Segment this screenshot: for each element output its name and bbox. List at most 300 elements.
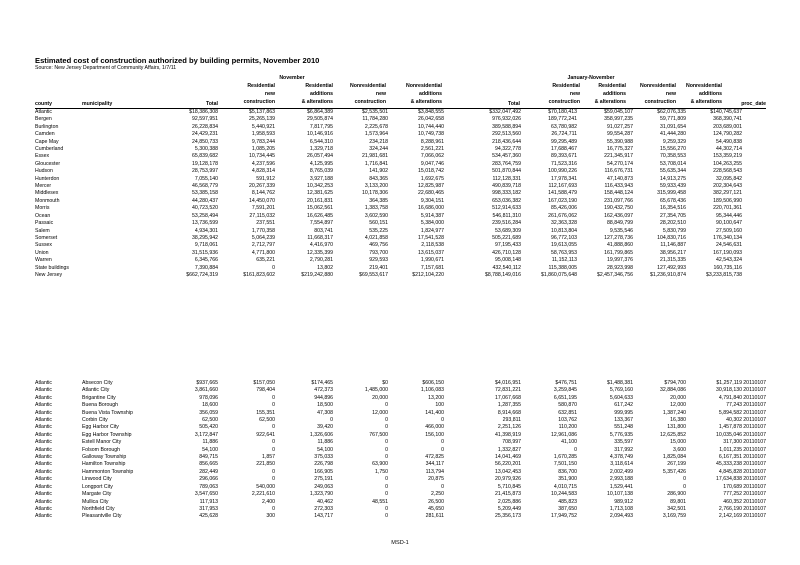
county-row <box>35 183 766 190</box>
value-cell: 466,000 <box>425 424 444 431</box>
county-row <box>35 235 766 242</box>
municipality-row <box>35 491 766 498</box>
proc-date-cell: 20110107 <box>743 387 766 394</box>
municipality-table <box>35 380 766 521</box>
value-cell: 0 <box>385 505 388 512</box>
value-cell: 1,990,671 <box>420 257 444 264</box>
value-cell: 104,830,716 <box>657 234 686 241</box>
value-cell: 2,025,886 <box>497 498 521 505</box>
value-cell: 292,513,560 <box>492 131 521 138</box>
value-cell: 3,927,188 <box>309 175 333 182</box>
value-cell: 47,140,873 <box>607 175 633 182</box>
proc-date-cell: 20110107 <box>743 461 766 468</box>
value-cell: 272,303 <box>314 505 333 512</box>
value-cell: 836,700 <box>558 468 577 475</box>
county-cell: Atlantic <box>35 431 53 438</box>
county-name-cell: Camden <box>35 131 55 138</box>
value-cell: 15,000 <box>670 439 686 446</box>
value-cell: 1,287,355 <box>497 402 521 409</box>
value-cell: 99,554,287 <box>607 131 633 138</box>
value-cell: 501,870,844 <box>492 168 521 175</box>
value-cell: 176,340,134 <box>713 234 742 241</box>
value-cell: 13,736,599 <box>192 220 218 227</box>
value-cell: 0 <box>385 417 388 424</box>
value-cell: 41,398,919 <box>495 431 521 438</box>
value-cell: 44,302,714 <box>716 146 742 153</box>
value-cell: 2,118,538 <box>421 242 444 249</box>
municipality-name-cell: Hamilton Township <box>82 461 126 468</box>
value-cell: 591,912 <box>256 175 275 182</box>
value-cell: 54,270,174 <box>607 160 633 167</box>
county-row <box>35 265 766 272</box>
value-cell: 5,710,845 <box>497 483 521 490</box>
value-cell: 9,047,746 <box>420 160 444 167</box>
value-cell: 0 <box>272 468 275 475</box>
value-cell: 0 <box>272 439 275 446</box>
header-jan-res-new: Residential new construction <box>548 83 580 106</box>
value-cell: 0 <box>385 402 388 409</box>
proc-date-cell: 20110107 <box>743 505 766 512</box>
header-proc-date: proc_date <box>741 101 766 107</box>
value-cell: $1,860,075,648 <box>540 271 577 278</box>
value-cell: 249,063 <box>314 483 333 490</box>
value-cell: 237,551 <box>256 220 275 227</box>
value-cell: $157,050 <box>253 380 275 386</box>
value-cell: 300 <box>266 513 275 520</box>
value-cell: 8,914,668 <box>497 409 521 416</box>
value-cell: 44,280,437 <box>192 197 218 204</box>
value-cell: 1,332,827 <box>497 446 521 453</box>
value-cell: 41,100 <box>561 439 577 446</box>
empty-cell <box>742 235 766 242</box>
empty-cell <box>742 109 766 116</box>
value-cell: 1,857 <box>262 454 275 461</box>
value-cell: 1,713,108 <box>609 505 633 512</box>
municipality-row <box>35 395 766 402</box>
value-cell: 25,356,173 <box>495 513 521 520</box>
value-cell: 221,850 <box>256 461 275 468</box>
value-cell: 32,884,086 <box>660 387 686 394</box>
value-cell: 167,190,093 <box>713 249 742 256</box>
value-cell: 17,978,341 <box>551 175 577 182</box>
value-cell: 789,063 <box>199 483 218 490</box>
county-name-cell: State buildings <box>35 264 70 271</box>
value-cell: 17,949,752 <box>551 513 577 520</box>
proc-date-cell: 20110107 <box>743 513 766 520</box>
value-cell: 6,544,310 <box>309 138 333 145</box>
municipality-row <box>35 461 766 468</box>
header-county: county <box>35 101 53 107</box>
proc-date-cell: 20110107 <box>743 431 766 438</box>
value-cell: 0 <box>574 446 577 453</box>
value-cell: 8,765,039 <box>309 168 333 175</box>
county-name-cell: Monmouth <box>35 197 60 204</box>
value-cell: 25,265,139 <box>249 116 275 123</box>
value-cell: 0 <box>385 483 388 490</box>
value-cell: 16,686,000 <box>418 205 444 212</box>
value-cell: 324,244 <box>369 146 388 153</box>
municipality-name-cell: Egg Harbor Township <box>82 431 132 438</box>
proc-date-cell: 20110107 <box>743 468 766 475</box>
value-cell: 41,444,280 <box>660 131 686 138</box>
value-cell: 0 <box>683 483 686 490</box>
value-cell: 27,115,032 <box>249 212 275 219</box>
county-row <box>35 213 766 220</box>
value-cell: 6,345,766 <box>194 257 218 264</box>
value-cell: 653,036,382 <box>492 197 521 204</box>
value-cell: 158,448,124 <box>604 190 633 197</box>
value-cell: 5,357,426 <box>662 468 686 475</box>
value-cell: 1,011,235 <box>719 446 742 453</box>
value-cell: 31,515,936 <box>192 249 218 256</box>
value-cell: 189,772,241 <box>548 116 577 123</box>
value-cell: 6,651,195 <box>553 394 577 401</box>
value-cell: $3,233,815,738 <box>705 271 742 278</box>
value-cell: 1,106,083 <box>420 387 444 394</box>
value-cell: 708,997 <box>502 439 521 446</box>
municipality-name-cell: Hammonton Township <box>82 468 134 475</box>
proc-date-cell: 20110107 <box>743 409 766 416</box>
county-row <box>35 124 766 131</box>
header-jan-total: Total <box>507 101 520 107</box>
value-cell: 7,066,062 <box>420 153 444 160</box>
value-cell: 335,597 <box>614 439 633 446</box>
empty-cell <box>742 213 766 220</box>
proc-date-cell: 20110107 <box>743 498 766 505</box>
value-cell: 156,100 <box>425 431 444 438</box>
value-cell: 2,400 <box>262 498 275 505</box>
county-name-cell: Cumberland <box>35 146 64 153</box>
value-cell: 58,763,953 <box>551 249 577 256</box>
value-cell: 8,288,961 <box>420 138 444 145</box>
value-cell: 281,611 <box>425 513 444 520</box>
value-cell: 62,500 <box>202 417 218 424</box>
value-cell: 7,390,884 <box>194 264 218 271</box>
value-cell: 617,242 <box>614 402 633 409</box>
value-cell: 20,161,831 <box>307 197 333 204</box>
value-cell: 635,221 <box>256 257 275 264</box>
value-cell: $1,257,119 <box>716 380 742 386</box>
header-nov-res-add: Residential additions & alterations <box>301 83 333 106</box>
county-name-cell: Bergen <box>35 116 52 123</box>
value-cell: 170,689 <box>723 483 742 490</box>
county-name-cell: Cape May <box>35 138 59 145</box>
county-row <box>35 205 766 212</box>
value-cell: 2,250 <box>431 491 444 498</box>
value-cell: 166,905 <box>314 468 333 475</box>
value-cell: 153,359,219 <box>713 153 742 160</box>
value-cell: 11,152,113 <box>551 257 577 264</box>
value-cell: $62,076,335 <box>657 109 686 115</box>
municipality-name-cell: Folsom Borough <box>82 446 121 453</box>
value-cell: 1,383,758 <box>364 205 388 212</box>
value-cell: 2,993,188 <box>609 476 633 483</box>
county-row <box>35 161 766 168</box>
value-cell: 167,023,190 <box>548 197 577 204</box>
empty-cell <box>742 153 766 160</box>
value-cell: 56,220,201 <box>495 461 521 468</box>
value-cell: 283,764,759 <box>492 160 521 167</box>
value-cell: 460,352 <box>723 498 742 505</box>
value-cell: 11,886 <box>202 439 218 446</box>
value-cell: 976,932,026 <box>492 116 521 123</box>
county-row <box>35 198 766 205</box>
value-cell: 944,896 <box>314 394 333 401</box>
proc-date-cell: 20110107 <box>743 380 766 386</box>
county-cell: Atlantic <box>35 491 53 498</box>
municipality-row <box>35 432 766 439</box>
value-cell: 551,248 <box>614 424 633 431</box>
value-cell: 90,100,647 <box>716 220 742 227</box>
municipality-row <box>35 439 766 446</box>
value-cell: 3,172,847 <box>194 431 218 438</box>
value-cell: 141,588,479 <box>548 190 577 197</box>
value-cell: 226,798 <box>314 461 333 468</box>
value-cell: $18,386,308 <box>189 109 218 115</box>
county-row <box>35 116 766 123</box>
value-cell: 0 <box>385 513 388 520</box>
value-cell: 4,416,970 <box>309 242 333 249</box>
value-cell: 469,756 <box>369 242 388 249</box>
value-cell: $70,180,413 <box>548 109 577 115</box>
value-cell: 382,297,121 <box>713 190 742 197</box>
value-cell: 203,689,001 <box>713 123 742 130</box>
county-name-cell: Essex <box>35 153 50 160</box>
value-cell: 41,888,860 <box>607 242 633 249</box>
value-cell: 2,251,126 <box>497 424 521 431</box>
municipality-name-cell: Buena Vista Township <box>82 409 133 416</box>
value-cell: 17,688,467 <box>551 146 577 153</box>
header-nov-total: Total <box>205 101 218 107</box>
value-cell: 2,221,610 <box>251 491 275 498</box>
municipality-name-cell: Atlantic City <box>82 387 110 394</box>
empty-cell <box>742 139 766 146</box>
value-cell: 10,146,916 <box>307 131 333 138</box>
value-cell: 317,992 <box>614 446 633 453</box>
value-cell: 1,085,205 <box>251 146 275 153</box>
value-cell: 63,780,982 <box>551 123 577 130</box>
county-cell: Atlantic <box>35 468 53 475</box>
value-cell: 10,749,738 <box>418 131 444 138</box>
value-cell: 5,209,449 <box>497 505 521 512</box>
value-cell: 40,302 <box>726 417 742 424</box>
value-cell: 0 <box>272 446 275 453</box>
value-cell: 20,000 <box>670 394 686 401</box>
municipality-name-cell: Longport City <box>82 483 113 490</box>
value-cell: 26,724,711 <box>551 131 577 138</box>
proc-date-cell: 20110107 <box>743 439 766 446</box>
county-cell: Atlantic <box>35 461 53 468</box>
value-cell: 1,692,675 <box>420 175 444 182</box>
value-cell: 59,933,439 <box>660 183 686 190</box>
value-cell: 20,000 <box>372 394 388 401</box>
value-cell: 9,783,244 <box>251 138 275 145</box>
value-cell: 155,351 <box>256 409 275 416</box>
value-cell: 14,913,275 <box>660 175 686 182</box>
value-cell: 53,385,158 <box>192 190 218 197</box>
page-footer: MSD-1 <box>391 540 409 546</box>
value-cell: 0 <box>683 476 686 483</box>
value-cell: 351,900 <box>558 476 577 483</box>
value-cell: 10,178,306 <box>362 190 388 197</box>
value-cell: 1,670,285 <box>553 454 577 461</box>
county-cell: Atlantic <box>35 424 53 431</box>
county-row <box>35 139 766 146</box>
empty-cell <box>742 198 766 205</box>
value-cell: 20,979,926 <box>495 476 521 483</box>
value-cell: 104,263,255 <box>713 160 742 167</box>
value-cell: 505,221,689 <box>492 234 521 241</box>
value-cell: 54,100 <box>317 446 333 453</box>
municipality-row <box>35 447 766 454</box>
value-cell: 296,066 <box>199 476 218 483</box>
value-cell: 10,244,583 <box>551 491 577 498</box>
value-cell: 55,390,988 <box>607 138 633 145</box>
proc-date-cell: 20110107 <box>743 402 766 409</box>
value-cell: 0 <box>272 394 275 401</box>
municipality-row <box>35 424 766 431</box>
value-cell: 777,252 <box>723 491 742 498</box>
value-cell: 843,365 <box>369 175 388 182</box>
empty-cell <box>742 250 766 257</box>
value-cell: 632,851 <box>558 409 577 416</box>
value-cell: 45,333,238 <box>716 461 742 468</box>
county-name-cell: Salem <box>35 227 50 234</box>
value-cell: $0 <box>382 380 388 386</box>
value-cell: 21,415,873 <box>495 491 521 498</box>
value-cell: 267,199 <box>667 461 686 468</box>
value-cell: 5,830,799 <box>662 227 686 234</box>
value-cell: 11,886 <box>317 439 333 446</box>
value-cell: 16,380 <box>670 417 686 424</box>
value-cell: 32,363,328 <box>551 220 577 227</box>
value-cell: 540,000 <box>256 483 275 490</box>
value-cell: 103,762 <box>558 417 577 424</box>
empty-cell <box>742 183 766 190</box>
value-cell: 14,041,469 <box>495 454 521 461</box>
county-name-cell: New Jersey <box>35 271 63 278</box>
value-cell: 929,593 <box>369 257 388 264</box>
value-cell: 2,094,493 <box>609 513 633 520</box>
value-cell: 89,393,671 <box>551 153 577 160</box>
county-name-cell: Hunterdon <box>35 175 60 182</box>
value-cell: $219,242,880 <box>301 271 333 278</box>
empty-cell <box>742 228 766 235</box>
value-cell: $8,788,149,016 <box>484 271 521 278</box>
value-cell: 0 <box>385 454 388 461</box>
value-cell: $794,700 <box>664 380 686 386</box>
county-cell: Atlantic <box>35 394 53 401</box>
value-cell: 96,772,103 <box>551 234 577 241</box>
empty-cell <box>742 124 766 131</box>
municipality-row <box>35 402 766 409</box>
value-cell: 1,485,000 <box>364 387 388 394</box>
value-cell: 1,326,606 <box>309 431 333 438</box>
value-cell: 20,875 <box>428 476 444 483</box>
value-cell: 4,771,800 <box>251 249 275 256</box>
value-cell: 1,958,593 <box>251 131 275 138</box>
value-cell: 92,597,951 <box>192 116 218 123</box>
municipality-name-cell: Buena Borough <box>82 402 119 409</box>
value-cell: 10,734,445 <box>249 153 275 160</box>
value-cell: 7,055,140 <box>194 175 218 182</box>
value-cell: 0 <box>385 446 388 453</box>
empty-cell <box>742 265 766 272</box>
value-cell: 95,008,148 <box>495 257 521 264</box>
value-cell: 2,225,678 <box>364 123 388 130</box>
municipality-name-cell: Galloway Township <box>82 454 127 461</box>
value-cell: 998,333,182 <box>492 190 521 197</box>
value-cell: 13,200 <box>428 394 444 401</box>
value-cell: 97,195,433 <box>495 242 521 249</box>
value-cell: 13,042,453 <box>495 468 521 475</box>
municipality-name-cell: Pleasantville City <box>82 513 122 520</box>
value-cell: 45,650 <box>428 505 444 512</box>
county-row <box>35 153 766 160</box>
value-cell: 15,018,742 <box>418 168 444 175</box>
value-cell: 389,588,894 <box>492 123 521 130</box>
value-cell: 24,546,631 <box>716 242 742 249</box>
value-cell: 0 <box>385 424 388 431</box>
header-nov-nonres-new: Nonresidential new construction <box>349 83 386 106</box>
value-cell: 42,543,324 <box>716 257 742 264</box>
county-name-cell: Gloucester <box>35 160 61 167</box>
value-cell: 133,367 <box>614 417 633 424</box>
empty-cell <box>742 257 766 264</box>
value-cell: 1,457,878 <box>718 424 742 431</box>
county-name-cell: Burlington <box>35 123 59 130</box>
value-cell: 0 <box>272 505 275 512</box>
value-cell: 5,914,387 <box>420 212 444 219</box>
empty-cell <box>742 168 766 175</box>
value-cell: 88,849,799 <box>607 220 633 227</box>
value-cell: 13,802 <box>317 264 333 271</box>
value-cell: 234,218 <box>369 138 388 145</box>
value-cell: 0 <box>330 417 333 424</box>
county-cell: Atlantic <box>35 409 53 416</box>
value-cell: 12,825,987 <box>418 183 444 190</box>
value-cell: 18,600 <box>202 402 218 409</box>
county-cell: Atlantic <box>35 483 53 490</box>
empty-cell <box>742 242 766 249</box>
value-cell: 18,500 <box>317 402 333 409</box>
value-cell: $332,047,492 <box>489 109 521 115</box>
value-cell: 432,540,112 <box>492 264 521 271</box>
value-cell: 1,770,358 <box>251 227 275 234</box>
county-row <box>35 250 766 257</box>
county-row <box>35 220 766 227</box>
value-cell: $161,823,602 <box>243 271 275 278</box>
value-cell: 0 <box>272 476 275 483</box>
value-cell: 16,775,327 <box>607 146 633 153</box>
value-cell: 10,342,253 <box>307 183 333 190</box>
value-cell: 7,157,681 <box>420 264 444 271</box>
municipality-name-cell: Corbin City <box>82 417 108 424</box>
value-cell: 71,523,316 <box>551 160 577 167</box>
value-cell: 12,335,399 <box>307 249 333 256</box>
value-cell: 143,717 <box>314 513 333 520</box>
value-cell: $6,864,389 <box>307 109 333 115</box>
empty-cell <box>742 146 766 153</box>
value-cell: 5,894,582 <box>718 409 742 416</box>
value-cell: 59,771,809 <box>660 116 686 123</box>
value-cell: 19,128,178 <box>192 160 218 167</box>
value-cell: $2,457,346,756 <box>596 271 633 278</box>
value-cell: 46,568,779 <box>192 183 218 190</box>
value-cell: 0 <box>441 417 444 424</box>
county-name-cell: Passaic <box>35 220 54 227</box>
value-cell: 3,547,650 <box>194 491 218 498</box>
